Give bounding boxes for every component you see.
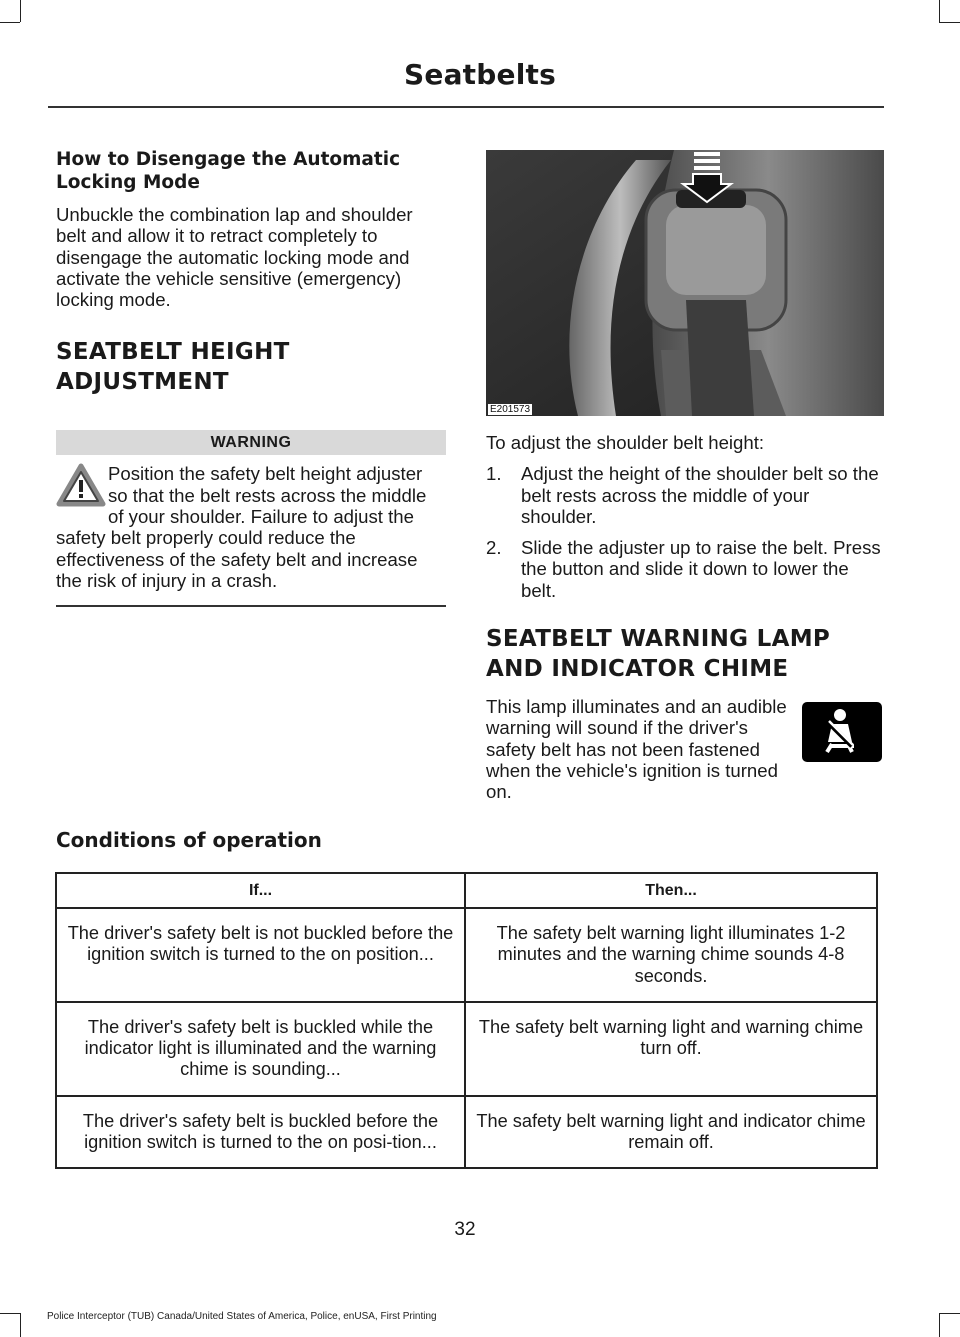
step-number: 1. (486, 463, 502, 485)
table-cell-then: The safety belt warning light and warning chime turn off. (465, 1002, 877, 1096)
crop-mark (0, 1313, 20, 1314)
right-column (486, 432, 882, 803)
crop-mark (939, 22, 960, 23)
image-reference-label: E201573 (490, 404, 531, 415)
warning-rule (56, 605, 446, 607)
disengage-paragraph: Unbuckle the combination lap and shoulder belt and allow it to retract completely to disengage the automatic locking mode and activate the vehicle sensitive (emergency) locking mode. (56, 204, 413, 311)
section-title-line: SEATBELT WARNING LAMP (486, 626, 831, 653)
left-column (56, 148, 446, 607)
crop-mark (939, 1313, 960, 1314)
crop-mark (20, 0, 21, 22)
column-header-then: Then... (465, 873, 877, 908)
column-header-if: If... (56, 873, 465, 908)
section-title-line: ADJUSTMENT (56, 369, 229, 396)
table-row (56, 908, 877, 1002)
table-row (56, 1002, 877, 1096)
adjust-intro: To adjust the shoulder belt height: (486, 432, 765, 453)
list-item (486, 537, 882, 601)
crop-mark (939, 0, 940, 22)
table-cell-then: The safety belt warning light illuminates 1-2 minutes and the warning chime sounds 4-8 seconds. (465, 908, 877, 1002)
seatbelt-warning-lamp-icon (802, 702, 882, 762)
crop-mark (20, 1313, 21, 1337)
warning-triangle-icon (56, 463, 106, 507)
conditions-table (55, 872, 878, 1169)
warning-box (56, 463, 446, 591)
crop-mark (939, 1313, 940, 1337)
section-title-warning-lamp (486, 625, 882, 684)
table-header-row (56, 873, 877, 908)
footer-text: Police Interceptor (TUB) Canada/United States of America, Police, enUSA, First Printing (47, 1311, 437, 1322)
step-text: Adjust the height of the shoulder belt so the belt rests across the middle of your shoulder. (521, 463, 879, 527)
table-cell-then: The safety belt warning light and indicator chime remain off. (465, 1096, 877, 1169)
page-title: Seatbelts (404, 58, 556, 91)
table-cell-if: The driver's safety belt is buckled before the ignition switch is turned to the on posi-tion... (56, 1096, 465, 1169)
subheading-disengage: How to Disengage the Automatic Locking Mode (56, 149, 401, 193)
list-item (486, 463, 882, 527)
warning-header: WARNING (56, 430, 446, 455)
lamp-description (486, 696, 882, 802)
section-title-line: SEATBELT HEIGHT (56, 339, 290, 366)
lamp-text: This lamp illuminates and an audible warning will sound if the driver's safety belt has not been fastened when the vehicle's ignition is turned on. (486, 696, 787, 803)
warning-text: Position the safety belt height adjuster so that the belt rests across the middle of your shoulder. Failure to adjust the safety belt properly could reduce the effectiveness of the safety belt and increase the risk of injury in a crash. (56, 463, 427, 591)
step-number: 2. (486, 537, 502, 559)
section-title-line: AND INDICATOR CHIME (486, 656, 789, 683)
adjust-steps (486, 463, 882, 601)
table-row (56, 1096, 877, 1169)
header-rule (48, 106, 884, 108)
page-number: 32 (454, 1219, 476, 1240)
section-title-height-adjustment (56, 338, 446, 397)
crop-mark (0, 22, 20, 23)
table-cell-if: The driver's safety belt is not buckled before the ignition switch is turned to the on position... (56, 908, 465, 1002)
step-text: Slide the adjuster up to raise the belt. Press the button and slide it down to lower the belt. (521, 537, 881, 601)
seatbelt-height-adjuster-image (486, 150, 884, 416)
conditions-heading: Conditions of operation (56, 828, 322, 852)
table-cell-if: The driver's safety belt is buckled while the indicator light is illuminated and the warning chime is sounding... (56, 1002, 465, 1096)
